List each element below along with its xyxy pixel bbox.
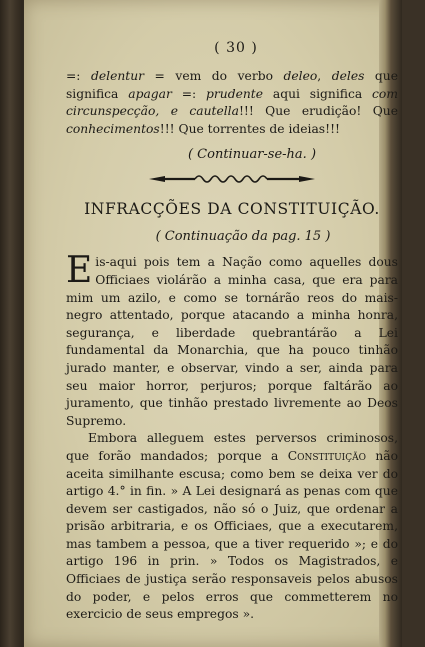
paragraph-2	[66, 430, 398, 624]
text-run-italic: Todos os Magistrados, e Officiaes de justiça serão responsaveis pelos abusos do poder, e pelos erros que commetterem no exercicio de seus empregos	[66, 554, 398, 622]
text-run-italic: A Lei designará as penas com que devem ser castigados, não só o Juiz, que ordenar a prisão arbitraria, e os Officiaes, que a executarem, mas tambem a pessoa, que a tiver requerido	[66, 484, 398, 551]
page-number: ( 30 )	[214, 40, 258, 56]
text-run: »	[166, 484, 183, 499]
text-run: que significa	[66, 69, 399, 101]
text-run-italic: in fin.	[129, 484, 167, 499]
text-run-smallcaps: Constituição	[287, 448, 366, 463]
text-run-italic: prudente	[206, 86, 264, 101]
text-run: =:	[171, 86, 207, 101]
top-paragraph	[66, 68, 398, 138]
text-run-italic: com circunspecção, e cautella	[66, 86, 398, 119]
text-run: Embora alleguem estes perversos criminosos, que forão mandados; porque a	[66, 431, 398, 463]
text-run: não aceita similhante escusa; como bem se deixa ver do artigo 4.°	[66, 448, 398, 499]
article-body	[66, 250, 398, 623]
page-sheet	[24, 0, 402, 647]
ornamental-divider	[147, 172, 317, 186]
page-content	[66, 40, 398, 624]
text-run: ».	[238, 607, 254, 622]
drop-cap: E	[66, 250, 93, 292]
continuation-note: ( Continuar-se-ha. )	[187, 147, 317, 163]
text-run: »; e do artigo 196 in prin. »	[66, 536, 398, 569]
text-run: ,	[317, 69, 332, 83]
text-run: =:	[66, 69, 91, 83]
text-run: aqui significa	[263, 86, 373, 101]
section-title: INFRACÇÕES DA CONSTITUIÇÃO.	[84, 200, 380, 219]
paragraph-1-text: is-aqui pois tem a Nação como aquelles dous Officiaes violárão a minha casa, que era para mim um azilo, e como se tornárão reos do mais-negro attentado, porque atacando a minha honra, segurança, e liberdade quebrantárão a Lei fundamental da Monarchia, que ha pouco tinhão jurado manter, e observar, vindo a ser, ainda para seu maior horror, perjuros; porque faltárão ao juramento, que tinhão prestado livremente ao Deos Supremo.	[66, 255, 398, 428]
paragraph-1	[66, 250, 398, 430]
text-run-italic: deles	[331, 69, 365, 83]
continuation-reference: ( Continuação da pag. 15 )	[155, 229, 331, 245]
text-run-italic: delentur	[90, 69, 145, 83]
text-run: = vem do verbo	[144, 69, 284, 83]
text-run-italic: deleo	[283, 69, 318, 83]
text-run-italic: conhecimentos	[66, 121, 160, 136]
text-run: !!! Que erudição! Que	[238, 104, 398, 119]
text-run-italic: apagar	[128, 86, 172, 101]
text-run: !!! Que torrentes de ideias!!!	[159, 121, 340, 136]
